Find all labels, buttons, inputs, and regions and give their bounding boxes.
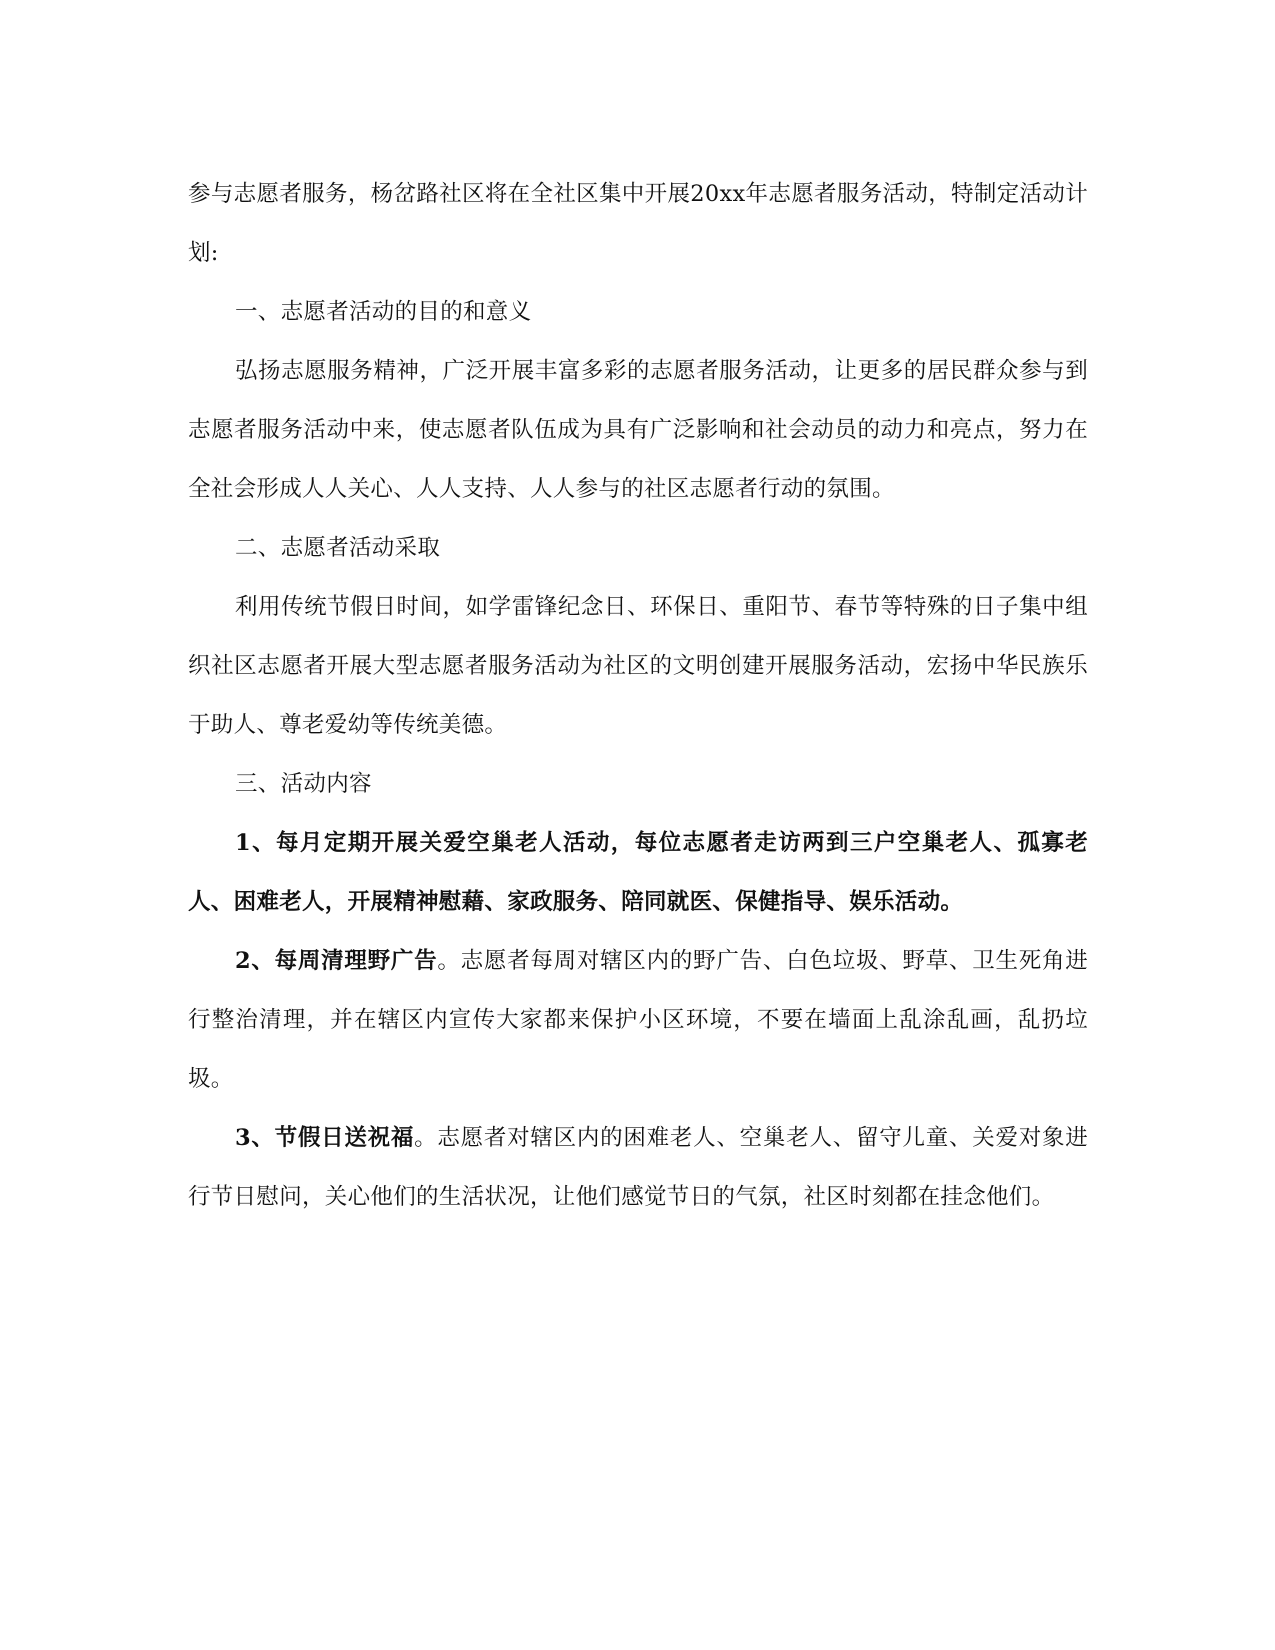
document-body <box>188 165 1088 1227</box>
section-heading-1: 一、志愿者活动的目的和意义 <box>235 299 532 325</box>
activity-item-3-body: 。志愿者对辖区内的困难老人、空巢老人、留守儿童、关爱对象进行节日慰问，关心他们的生活状况，让他们感觉节日的气氛，社区时刻都在挂念他们。 <box>188 1125 1088 1210</box>
activity-item-3-title: 3、节假日送祝福 <box>235 1125 415 1151</box>
section-heading-3: 三、活动内容 <box>235 771 372 797</box>
activity-item-2-body: 。志愿者每周对辖区内的野广告、白色垃圾、野草、卫生死角进行整治清理，并在辖区内宣传大家都来保护小区环境，不要在墙面上乱涂乱画，乱扔垃圾。 <box>188 948 1088 1092</box>
purpose-paragraph: 弘扬志愿服务精神，广泛开展丰富多彩的志愿者服务活动，让更多的居民群众参与到志愿者服务活动中来，使志愿者队伍成为具有广泛影响和社会动员的动力和亮点，努力在全社会形成人人关心、人人支持、人人参与的社区志愿者行动的氛围。 <box>188 358 1088 502</box>
activity-item-1: 1、每月定期开展关爱空巢老人活动，每位志愿者走访两到三户空巢老人、孤寡老人、困难老人，开展精神慰藉、家政服务、陪同就医、保健指导、娱乐活动。 <box>188 830 1088 915</box>
intro-paragraph: 参与志愿者服务，杨岔路社区将在全社区集中开展20xx年志愿者服务活动，特制定活动计划: <box>188 181 1088 266</box>
activity-item-2 <box>188 932 1088 1109</box>
section-heading-2: 二、志愿者活动采取 <box>235 535 441 561</box>
activity-item-3 <box>188 1109 1088 1227</box>
activity-item-2-title: 2、每周清理野广告 <box>235 948 438 974</box>
method-paragraph: 利用传统节假日时间，如学雷锋纪念日、环保日、重阳节、春节等特殊的日子集中组织社区志愿者开展大型志愿者服务活动为社区的文明创建开展服务活动，宏扬中华民族乐于助人、尊老爱幼等传统美德。 <box>188 594 1088 738</box>
